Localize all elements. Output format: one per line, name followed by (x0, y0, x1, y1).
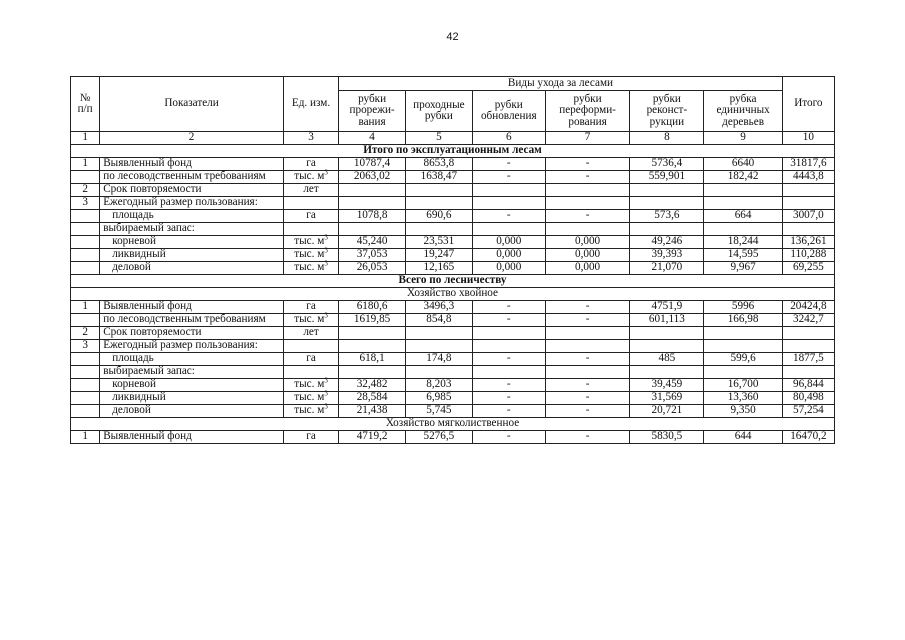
header-col-9: рубка единичных деревьев (704, 91, 782, 132)
value-cell: 166,98 (704, 314, 782, 327)
value-cell: 96,844 (782, 379, 834, 392)
col-number: 4 (339, 132, 406, 145)
value-cell (405, 366, 472, 379)
value-cell: 10787,4 (339, 158, 406, 171)
indicator-name: ликвидный (100, 249, 284, 262)
unit-cell: лет (283, 184, 338, 197)
indicator-name: площадь (100, 353, 284, 366)
value-cell: 8,203 (405, 379, 472, 392)
value-cell: 599,6 (704, 353, 782, 366)
header-total: Итого (782, 77, 834, 132)
value-cell: 16470,2 (782, 431, 834, 444)
indicator-name: Выявленный фонд (100, 431, 284, 444)
col-number: 5 (405, 132, 472, 145)
value-cell: 28,584 (339, 392, 406, 405)
row-number: 2 (71, 327, 100, 340)
value-cell: 6180,6 (339, 301, 406, 314)
value-cell: - (472, 392, 545, 405)
row-number: 1 (71, 431, 100, 444)
value-cell: - (472, 431, 545, 444)
value-cell (704, 366, 782, 379)
value-cell (472, 223, 545, 236)
unit-superscript: 3 (324, 168, 328, 177)
value-cell: 136,261 (782, 236, 834, 249)
row-number: 1 (71, 158, 100, 171)
value-cell: 12,165 (405, 262, 472, 275)
col-number: 1 (71, 132, 100, 145)
value-cell: 5996 (704, 301, 782, 314)
value-cell: 80,498 (782, 392, 834, 405)
value-cell (630, 223, 704, 236)
unit-cell: га (283, 353, 338, 366)
indicator-name: Ежегодный размер пользования: (100, 197, 284, 210)
value-cell: 3496,3 (405, 301, 472, 314)
value-cell: - (472, 353, 545, 366)
value-cell (545, 327, 630, 340)
indicator-name: Ежегодный размер пользования: (100, 340, 284, 353)
value-cell: 0,000 (472, 236, 545, 249)
unit-cell: лет (283, 327, 338, 340)
value-cell (630, 340, 704, 353)
value-cell: - (545, 314, 630, 327)
value-cell (630, 327, 704, 340)
value-cell: 23,531 (405, 236, 472, 249)
indicator-name: Выявленный фонд (100, 301, 284, 314)
value-cell (472, 340, 545, 353)
value-cell (630, 184, 704, 197)
row-number (71, 405, 100, 418)
value-cell: 4751,9 (630, 301, 704, 314)
value-cell: 573,6 (630, 210, 704, 223)
table-row (71, 392, 835, 405)
value-cell: 0,000 (545, 236, 630, 249)
value-cell: - (545, 171, 630, 184)
value-cell (704, 197, 782, 210)
section-title-row (71, 145, 835, 158)
value-cell (704, 184, 782, 197)
row-number (71, 353, 100, 366)
value-cell: 1078,8 (339, 210, 406, 223)
value-cell: 854,8 (405, 314, 472, 327)
value-cell: 31817,6 (782, 158, 834, 171)
table-row (71, 210, 835, 223)
header-group-title: Виды ухода за лесами (339, 77, 783, 91)
value-cell: 19,247 (405, 249, 472, 262)
indicator-name: Выявленный фонд (100, 158, 284, 171)
value-cell (339, 327, 406, 340)
value-cell: 5736,4 (630, 158, 704, 171)
unit-cell: тыс. $м^3$ (283, 262, 338, 275)
value-cell: 57,254 (782, 405, 834, 418)
value-cell: 644 (704, 431, 782, 444)
indicator-name: корневой (100, 379, 284, 392)
indicator-name: Срок повторяемости (100, 184, 284, 197)
value-cell (630, 366, 704, 379)
value-cell: 16,700 (704, 379, 782, 392)
value-cell (630, 197, 704, 210)
row-number (71, 223, 100, 236)
value-cell: - (472, 379, 545, 392)
value-cell: 31,569 (630, 392, 704, 405)
value-cell: 45,240 (339, 236, 406, 249)
indicator-name: Срок повторяемости (100, 327, 284, 340)
section-title: Всего по лесничеству (71, 275, 835, 288)
col-number: 9 (704, 132, 782, 145)
value-cell: 0,000 (472, 249, 545, 262)
value-cell: 21,438 (339, 405, 406, 418)
value-cell: 3007,0 (782, 210, 834, 223)
value-cell: 69,255 (782, 262, 834, 275)
value-cell (782, 223, 834, 236)
value-cell: 6640 (704, 158, 782, 171)
section-subtitle: Хозяйство хвойное (71, 288, 835, 301)
row-number (71, 249, 100, 262)
value-cell: - (545, 158, 630, 171)
value-cell: 0,000 (545, 262, 630, 275)
table-row (71, 353, 835, 366)
unit-cell: га (283, 301, 338, 314)
unit-cell (283, 340, 338, 353)
value-cell (339, 223, 406, 236)
table-row (71, 314, 835, 327)
value-cell: 5,745 (405, 405, 472, 418)
table-row (71, 405, 835, 418)
table-row (71, 158, 835, 171)
unit-superscript: 3 (324, 402, 328, 411)
unit-cell: га (283, 158, 338, 171)
row-number: 3 (71, 340, 100, 353)
value-cell: 690,6 (405, 210, 472, 223)
table-row (71, 327, 835, 340)
value-cell (405, 197, 472, 210)
value-cell: 13,360 (704, 392, 782, 405)
unit-cell: га (283, 431, 338, 444)
page-number: 42 (446, 31, 459, 43)
value-cell (704, 327, 782, 340)
column-numbers-row (71, 132, 835, 145)
value-cell: 18,244 (704, 236, 782, 249)
section-title-row (71, 275, 835, 288)
value-cell: 4443,8 (782, 171, 834, 184)
unit-superscript: 3 (324, 246, 328, 255)
value-cell: 1619,85 (339, 314, 406, 327)
indicator-name: по лесоводственным требованиям (100, 314, 284, 327)
value-cell: 21,070 (630, 262, 704, 275)
value-cell: - (545, 431, 630, 444)
indicator-name: деловой (100, 405, 284, 418)
unit-superscript: 3 (324, 259, 328, 268)
table-row (71, 366, 835, 379)
value-cell: - (472, 301, 545, 314)
indicator-name: выбираемый запас: (100, 223, 284, 236)
unit-cell (283, 366, 338, 379)
value-cell: 110,288 (782, 249, 834, 262)
indicator-name: выбираемый запас: (100, 366, 284, 379)
value-cell: 9,350 (704, 405, 782, 418)
table-row (71, 171, 835, 184)
row-number (71, 314, 100, 327)
indicator-name: деловой (100, 262, 284, 275)
table-row (71, 223, 835, 236)
value-cell: 39,459 (630, 379, 704, 392)
unit-cell: тыс. $м^3$ (283, 236, 338, 249)
value-cell: - (545, 405, 630, 418)
row-number (71, 236, 100, 249)
table-row (71, 184, 835, 197)
header-col-7: рубки переформи-рования (545, 91, 630, 132)
col-number: 6 (472, 132, 545, 145)
unit-superscript: 3 (324, 311, 328, 320)
table-row (71, 262, 835, 275)
value-cell: 174,8 (405, 353, 472, 366)
value-cell: - (545, 392, 630, 405)
indicator-name: корневой (100, 236, 284, 249)
value-cell: 20,721 (630, 405, 704, 418)
col-number: 10 (782, 132, 834, 145)
unit-cell: тыс. $м^3$ (283, 171, 338, 184)
col-number: 2 (100, 132, 284, 145)
indicator-name: по лесоводственным требованиям (100, 171, 284, 184)
value-cell: - (472, 158, 545, 171)
row-number (71, 210, 100, 223)
header-col-5: проходные рубки (405, 91, 472, 132)
header-no: № п/п (71, 77, 100, 132)
unit-cell (283, 197, 338, 210)
header-col-4: рубки прорежи-вания (339, 91, 406, 132)
value-cell: - (472, 210, 545, 223)
value-cell (782, 327, 834, 340)
table-row (71, 340, 835, 353)
value-cell: 2063,02 (339, 171, 406, 184)
unit-cell: тыс. $м^3$ (283, 392, 338, 405)
value-cell: 37,053 (339, 249, 406, 262)
col-number: 7 (545, 132, 630, 145)
value-cell: 6,985 (405, 392, 472, 405)
value-cell (704, 223, 782, 236)
row-number (71, 392, 100, 405)
value-cell (405, 340, 472, 353)
value-cell: 26,053 (339, 262, 406, 275)
table-row (71, 249, 835, 262)
row-number (71, 366, 100, 379)
unit-superscript: 3 (324, 389, 328, 398)
unit-cell: тыс. $м^3$ (283, 405, 338, 418)
value-cell (339, 184, 406, 197)
row-number: 2 (71, 184, 100, 197)
value-cell (782, 184, 834, 197)
row-number (71, 379, 100, 392)
value-cell: 664 (704, 210, 782, 223)
value-cell: 1877,5 (782, 353, 834, 366)
header-col-6: рубки обновления (472, 91, 545, 132)
unit-cell: тыс. $м^3$ (283, 379, 338, 392)
header-col-8: рубки реконст-рукции (630, 91, 704, 132)
value-cell: 601,113 (630, 314, 704, 327)
value-cell: 4719,2 (339, 431, 406, 444)
table-row (71, 379, 835, 392)
unit-superscript: 3 (324, 376, 328, 385)
value-cell: 8653,8 (405, 158, 472, 171)
value-cell: - (545, 210, 630, 223)
table-row (71, 236, 835, 249)
value-cell: 3242,7 (782, 314, 834, 327)
value-cell (545, 366, 630, 379)
table-row (71, 301, 835, 314)
value-cell: - (472, 171, 545, 184)
row-number (71, 171, 100, 184)
value-cell: 20424,8 (782, 301, 834, 314)
value-cell: 0,000 (472, 262, 545, 275)
unit-cell: га (283, 210, 338, 223)
value-cell (472, 184, 545, 197)
value-cell: 14,595 (704, 249, 782, 262)
row-number (71, 262, 100, 275)
value-cell (782, 366, 834, 379)
col-number: 3 (283, 132, 338, 145)
section-subtitle-row (71, 418, 835, 431)
value-cell: 559,901 (630, 171, 704, 184)
value-cell (339, 340, 406, 353)
value-cell: 618,1 (339, 353, 406, 366)
forest-care-table (70, 76, 835, 444)
value-cell: 1638,47 (405, 171, 472, 184)
header-indicator: Показатели (100, 77, 284, 132)
value-cell: 0,000 (545, 249, 630, 262)
header-unit: Ед. изм. (283, 77, 338, 132)
value-cell (704, 340, 782, 353)
unit-superscript: 3 (324, 233, 328, 242)
value-cell (472, 327, 545, 340)
value-cell (405, 223, 472, 236)
section-subtitle: Хозяйство мягколиственное (71, 418, 835, 431)
col-number: 8 (630, 132, 704, 145)
value-cell (405, 184, 472, 197)
table-body (71, 145, 835, 444)
value-cell: - (472, 405, 545, 418)
unit-cell: тыс. $м^3$ (283, 314, 338, 327)
value-cell (472, 197, 545, 210)
value-cell: 39,393 (630, 249, 704, 262)
value-cell: 485 (630, 353, 704, 366)
value-cell (545, 197, 630, 210)
value-cell: 9,967 (704, 262, 782, 275)
value-cell (782, 197, 834, 210)
value-cell: - (545, 353, 630, 366)
row-number: 1 (71, 301, 100, 314)
value-cell (782, 340, 834, 353)
row-number: 3 (71, 197, 100, 210)
value-cell (339, 197, 406, 210)
value-cell: 5830,5 (630, 431, 704, 444)
value-cell (405, 327, 472, 340)
unit-cell (283, 223, 338, 236)
value-cell (472, 366, 545, 379)
table-row (71, 197, 835, 210)
value-cell (545, 184, 630, 197)
value-cell (545, 223, 630, 236)
section-subtitle-row (71, 288, 835, 301)
value-cell: 182,42 (704, 171, 782, 184)
section-title: Итого по эксплуатационным лесам (71, 145, 835, 158)
indicator-name: площадь (100, 210, 284, 223)
unit-cell: тыс. $м^3$ (283, 249, 338, 262)
value-cell: 5276,5 (405, 431, 472, 444)
value-cell: 49,246 (630, 236, 704, 249)
value-cell: - (545, 379, 630, 392)
value-cell: - (472, 314, 545, 327)
value-cell: 32,482 (339, 379, 406, 392)
table-row (71, 431, 835, 444)
indicator-name: ликвидный (100, 392, 284, 405)
value-cell: - (545, 301, 630, 314)
value-cell (545, 340, 630, 353)
value-cell (339, 366, 406, 379)
